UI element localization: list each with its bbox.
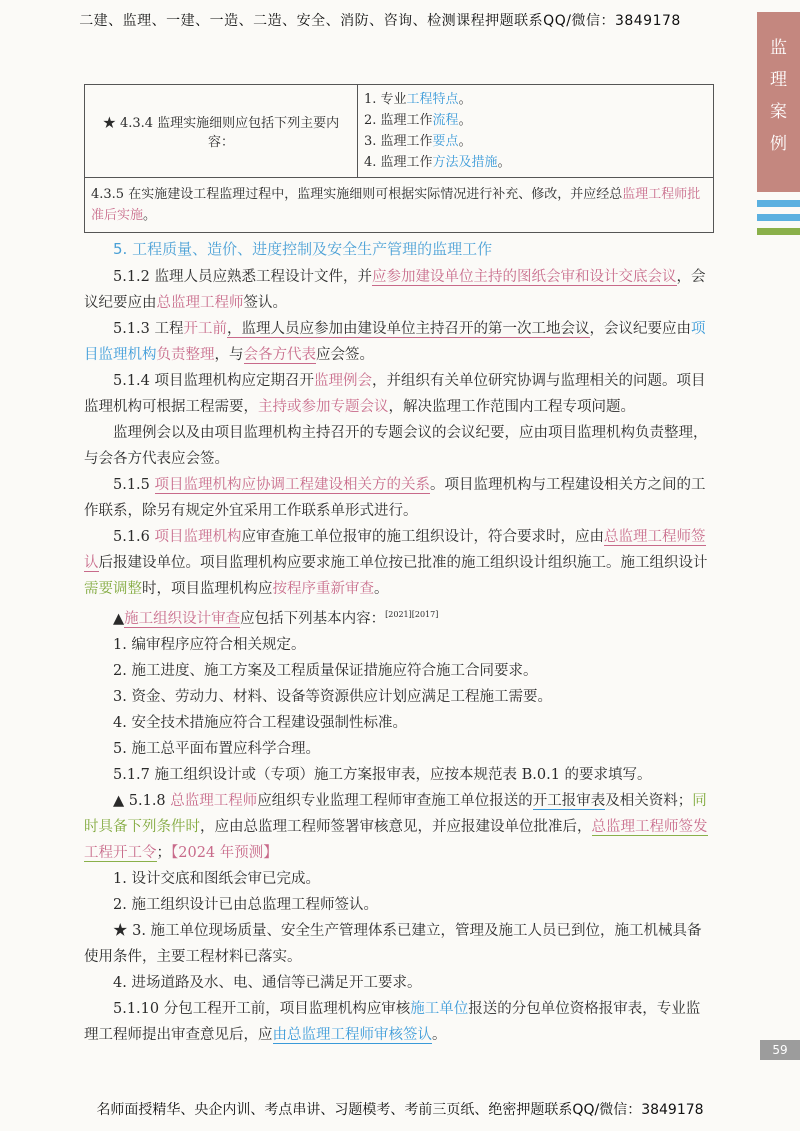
review-item: 3. 资金、劳动力、材料、设备等资源供应计划应满足工程施工需要。 [113, 688, 552, 705]
table-item: 3. 监理工作要点。 [364, 134, 472, 149]
paragraph-5-1-4: 5.1.4 项目监理机构应定期召开监理例会，并组织有关单位研究协调与监理相关的问题。项目监理机构可根据工程需要，主持或参加专题会议，解决监理工作范围内工程专项问题。 [84, 373, 706, 415]
requirements-table [84, 84, 714, 233]
page-number: 59 [760, 1040, 800, 1060]
paragraph-5-1-2: 5.1.2 监理人员应熟悉工程设计文件，并应参加建设单位主持的图纸会审和设计交底会议，会议纪要应由总监理工程师签认。 [84, 269, 706, 311]
start-condition-item: ★ 3. 施工单位现场质量、安全生产管理体系已建立，管理及施工人员已到位，施工机械具备使用条件，主要工程材料已落实。 [84, 922, 702, 965]
table-item: 4. 监理工作方法及措施。 [364, 155, 511, 170]
top-banner: 二建、监理、一建、一造、二造、安全、消防、咨询、检测课程押题联系QQ/微信：3849178 [79, 13, 681, 29]
table-items-cell [358, 85, 714, 178]
review-heading: ▲施工组织设计审查应包括下列基本内容：[2021][2017] [113, 610, 439, 627]
bottom-banner: 名师面授精华、央企内训、考点串讲、习题模考、考前三页纸、绝密押题联系QQ/微信：3849178 [96, 1102, 704, 1118]
paragraph-5-1-3: 5.1.3 工程开工前，监理人员应参加由建设单位主持召开的第一次工地会议，会议纪要应由项目监理机构负责整理，与会各方代表应会签。 [84, 321, 706, 363]
table-item: 2. 监理工作流程。 [364, 113, 472, 128]
side-tab-char: 案 [770, 102, 787, 122]
review-item: 1. 编审程序应符合相关规定。 [113, 636, 306, 653]
paragraph-5-1-6: 5.1.6 项目监理机构应审查施工单位报审的施工组织设计，符合要求时，应由总监理工程师签认后报建设单位。项目监理机构应要求施工单位按已批准的施工组织设计组织施工。施工组织设计需要调整时，项目监理机构应按程序重新审查。 [84, 529, 708, 597]
paragraph-5-1-10: 5.1.10 分包工程开工前，项目监理机构应审核施工单位报送的分包单位资格报审表，专业监理工程师提出审查意见后，应由总监理工程师审核签认。 [84, 1000, 701, 1043]
chapter-side-tab [757, 12, 800, 192]
start-condition-item: 2. 施工组织设计已由总监理工程师签认。 [113, 896, 378, 913]
table-left-label: ★ 4.3.4 监理实施细则应包括下列主要内容： [85, 85, 358, 178]
side-tab-char: 例 [770, 134, 787, 154]
paragraph-meeting-minutes: 监理例会以及由项目监理机构主持召开的专题会议的会议纪要，应由项目监理机构负责整理，与会各方代表应会签。 [84, 425, 708, 467]
main-content [84, 236, 714, 1048]
review-item: 4. 安全技术措施应符合工程建设强制性标准。 [113, 714, 407, 731]
paragraph-5-1-5: 5.1.5 项目监理机构应协调工程建设相关方的关系。项目监理机构与工程建设相关方之间的工作联系，除另有规定外宜采用工作联系单形式进行。 [84, 477, 706, 519]
paragraph-5-1-8: ▲ 5.1.8 总监理工程师应组织专业监理工程师审查施工单位报送的开工报审表及相关资料；同时具备下列条件时，应由总监理工程师签署审核意见，并应报建设单位批准后，总监理工程师签发工程开工令；【2024 年预测】 [84, 792, 708, 861]
side-decor-bars [757, 200, 800, 242]
section-title: 5. 工程质量、造价、进度控制及安全生产管理的监理工作 [113, 240, 493, 258]
review-item: 5. 施工总平面布置应科学合理。 [113, 740, 320, 757]
side-tab-char: 理 [770, 70, 787, 90]
start-condition-item: 4. 进场道路及水、电、通信等已满足开工要求。 [113, 974, 422, 991]
side-tab-char: 监 [770, 38, 787, 58]
paragraph-5-1-7: 5.1.7 施工组织设计或（专项）施工方案报审表，应按本规范表 B.0.1 的要求填写。 [113, 766, 652, 783]
table-item: 1. 专业工程特点。 [364, 92, 472, 107]
review-item: 2. 施工进度、施工方案及工程质量保证措施应符合施工合同要求。 [113, 662, 538, 679]
start-condition-item: 1. 设计交底和图纸会审已完成。 [113, 870, 320, 887]
table-row-435: 4.3.5 在实施建设工程监理过程中，监理实施细则可根据实际情况进行补充、修改，并应经总监理工程师批准后实施。 [85, 178, 714, 233]
